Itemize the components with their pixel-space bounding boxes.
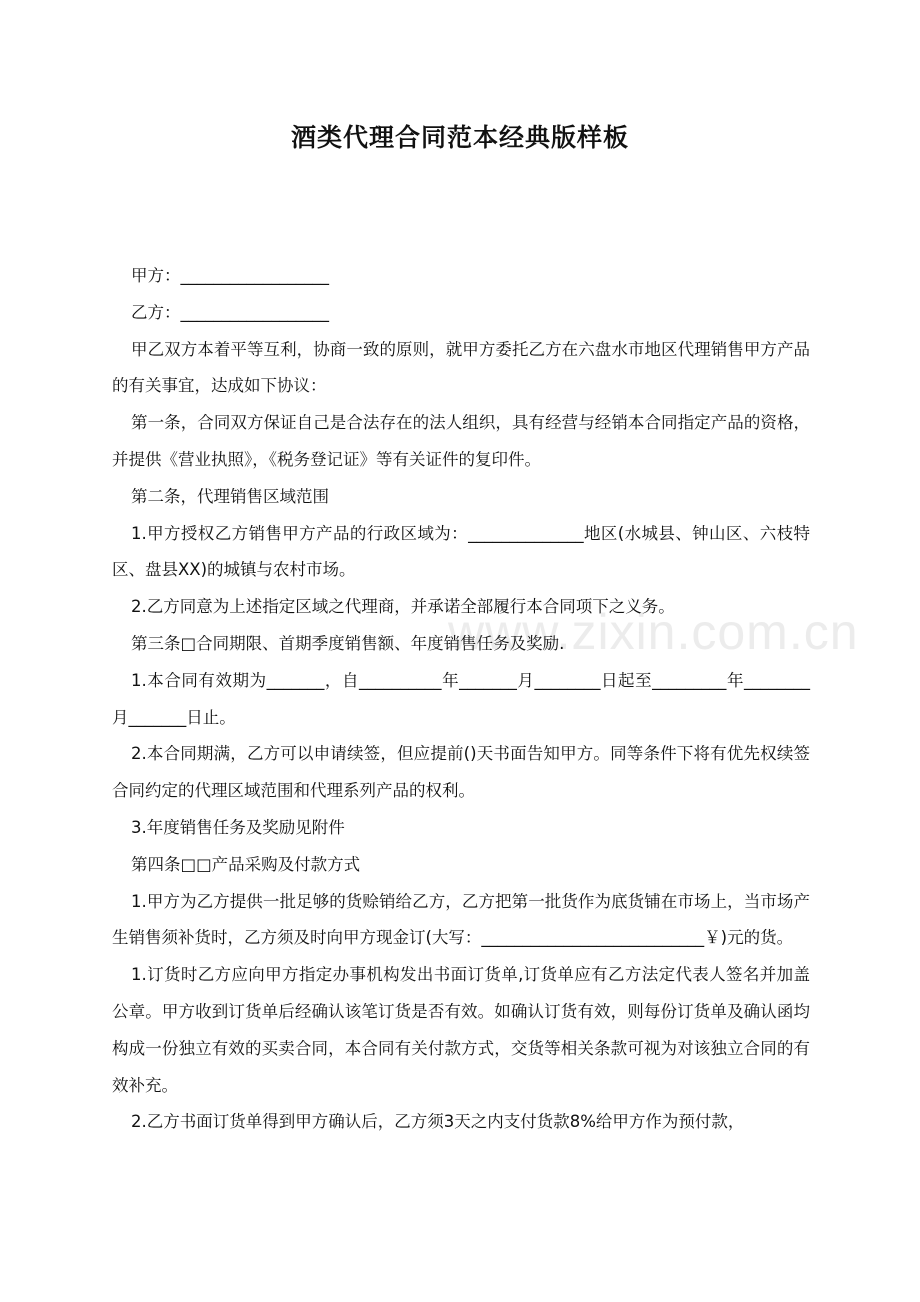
article-4-order-clause: 1.订货时乙方应向甲方指定办事机构发出书面订货单,订货单应有乙方法定代表人签名并加盖公章。甲方收到订货单后经确认该笔订货是否有效。如确认订货有效，则每份订货单及确认函均构成一份独立有效的买卖合同，本合同有关付款方式，交货等相关条款可视为对该独立合同的有效补充。 — [112, 965, 810, 1095]
article-3-clause-2: 2.本合同期满，乙方可以申请续签，但应提前()天书面告知甲方。同等条件下将有优先权续签合同约定的代理区域范围和代理系列产品的权利。 — [112, 744, 810, 801]
article-2-clause-2: 2.乙方同意为上述指定区域之代理商，并承诺全部履行本合同项下之义务。 — [131, 597, 675, 617]
article-3-heading: 第三条□合同期限、首期季度销售额、年度销售任务及奖励. — [131, 633, 565, 653]
party-a-line: 甲方：__________________ — [131, 266, 329, 285]
article-3-clause-3: 3.年度销售任务及奖励见附件 — [131, 817, 345, 837]
document-title: 酒类代理合同范本经典版样板 — [290, 123, 629, 152]
party-b-line: 乙方：__________________ — [131, 302, 329, 322]
article-3-clause-1: 1.本合同有效期为_______，自__________年_______月________日起至_________年________月_______日止。 — [112, 670, 810, 727]
article-4-payment-clause: 2.乙方书面订货单得到甲方确认后，乙方须3天之内支付货款8%给甲方作为预付款， — [131, 1112, 745, 1132]
article-4-heading: 第四条□□产品采购及付款方式 — [131, 854, 361, 874]
watermark: www.zixin.com.cn — [448, 604, 859, 660]
article-4-clause-1: 1.甲方为乙方提供一批足够的货赊销给乙方，乙方把第一批货作为底货铺在市场上，当市场产生销售须补货时，乙方须及时向甲方现金订(大写：___________________________￥)元的货。 — [112, 891, 810, 948]
preamble-paragraph: 甲乙双方本着平等互利，协商一致的原则，就甲方委托乙方在六盘水市地区代理销售甲方产品的有关事宜，达成如下协议： — [112, 339, 810, 396]
article-2-clause-1: 1.甲方授权乙方销售甲方产品的行政区域为：______________地区(水城县、钟山区、六枝特区、盘县XX)的城镇与农村市场。 — [112, 523, 810, 580]
document-body — [112, 258, 810, 1141]
article-2-heading: 第二条，代理销售区域范围 — [131, 486, 329, 506]
article-1-paragraph: 第一条，合同双方保证自己是合法存在的法人组织，具有经营与经销本合同指定产品的资格，并提供《营业执照》，《税务登记证》等有关证件的复印件。 — [112, 413, 810, 469]
